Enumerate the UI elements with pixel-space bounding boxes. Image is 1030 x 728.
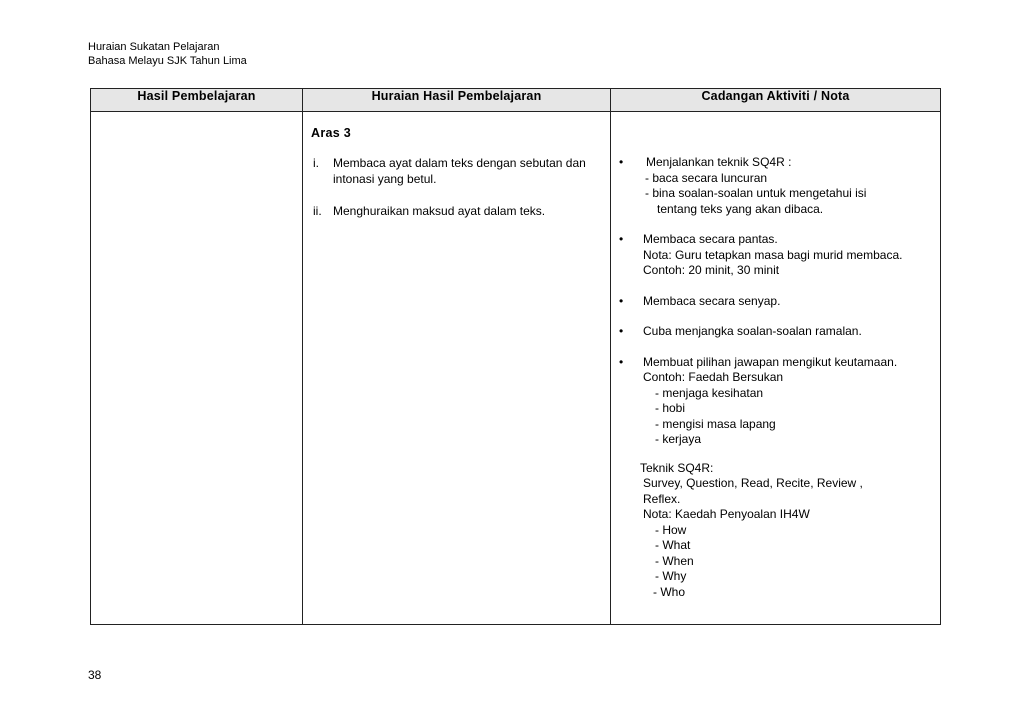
bullet-text: Membaca secara pantas. <box>643 232 778 246</box>
list-item: - How <box>655 522 687 537</box>
table-header-row <box>91 89 941 112</box>
table-row <box>91 112 941 625</box>
column-header-hasil: Hasil Pembelajaran <box>91 89 303 112</box>
bullet-icon: • <box>619 155 624 169</box>
header-line-2: Bahasa Melayu SJK Tahun Lima <box>88 55 247 67</box>
sub-item: - kerjaya <box>655 432 702 446</box>
column-header-huraian: Huraian Hasil Pembelajaran <box>303 89 611 112</box>
list-item <box>619 355 940 448</box>
teknik-line: Survey, Question, Read, Recite, Review , <box>643 476 863 490</box>
level-title: Aras 3 <box>311 126 352 140</box>
list-item <box>313 155 610 187</box>
list-item: - Why <box>655 569 687 583</box>
list-item: - When <box>655 553 694 568</box>
bullet-text: Membaca secara senyap. <box>643 293 781 308</box>
bullet-text: Membuat pilihan jawapan mengikut keutamaan. <box>643 354 898 369</box>
bullet-icon: • <box>619 324 624 338</box>
teknik-note <box>640 460 940 601</box>
list-item: - Who <box>653 584 686 599</box>
teknik-title: Teknik SQ4R: <box>640 460 714 475</box>
bullet-icon: • <box>619 354 624 369</box>
item-text: Membaca ayat dalam teks dengan sebutan dan intonasi yang betul. <box>333 156 586 186</box>
sub-item: Nota: Guru tetapkan masa bagi murid membaca. <box>643 247 903 262</box>
huraian-list <box>313 155 610 219</box>
bullet-icon: • <box>619 232 624 246</box>
header-line-1: Huraian Sukatan Pelajaran <box>88 41 220 53</box>
list-item <box>619 155 940 217</box>
sub-item: Contoh: 20 minit, 30 minit <box>643 263 780 277</box>
bullet-icon: • <box>619 293 624 308</box>
cell-hasil <box>91 112 303 625</box>
list-item: - What <box>655 538 691 552</box>
sub-item: - menjaga kesihatan <box>655 385 764 400</box>
sub-item: - mengisi masa lapang <box>655 416 776 431</box>
list-item <box>313 203 610 219</box>
item-number: ii. <box>313 204 322 218</box>
sub-item: Contoh: Faedah Bersukan <box>643 370 784 384</box>
page-number: 38 <box>88 668 102 682</box>
teknik-nota: Nota: Kaedah Penyoalan IH4W <box>643 507 810 521</box>
column-header-aktiviti: Cadangan Aktiviti / Nota <box>611 89 941 112</box>
sub-item: - bina soalan-soalan untuk mengetahui isi <box>645 186 867 200</box>
aktiviti-list <box>619 155 940 448</box>
cell-huraian <box>303 112 611 625</box>
sub-item: - hobi <box>655 401 686 415</box>
list-item <box>619 324 940 340</box>
list-item <box>619 232 940 279</box>
item-text: Menghuraikan maksud ayat dalam teks. <box>333 204 546 218</box>
list-item <box>619 294 940 310</box>
syllabus-table <box>90 88 941 625</box>
bullet-text: Cuba menjangka soalan-soalan ramalan. <box>643 324 862 338</box>
teknik-line: Reflex. <box>643 491 681 506</box>
bullet-text: Menjalankan teknik SQ4R : <box>646 155 792 169</box>
item-number: i. <box>313 156 319 170</box>
document-header <box>88 40 247 68</box>
sub-item: - baca secara luncuran <box>645 170 768 185</box>
sub-item: tentang teks yang akan dibaca. <box>657 201 824 216</box>
cell-aktiviti <box>611 112 941 625</box>
